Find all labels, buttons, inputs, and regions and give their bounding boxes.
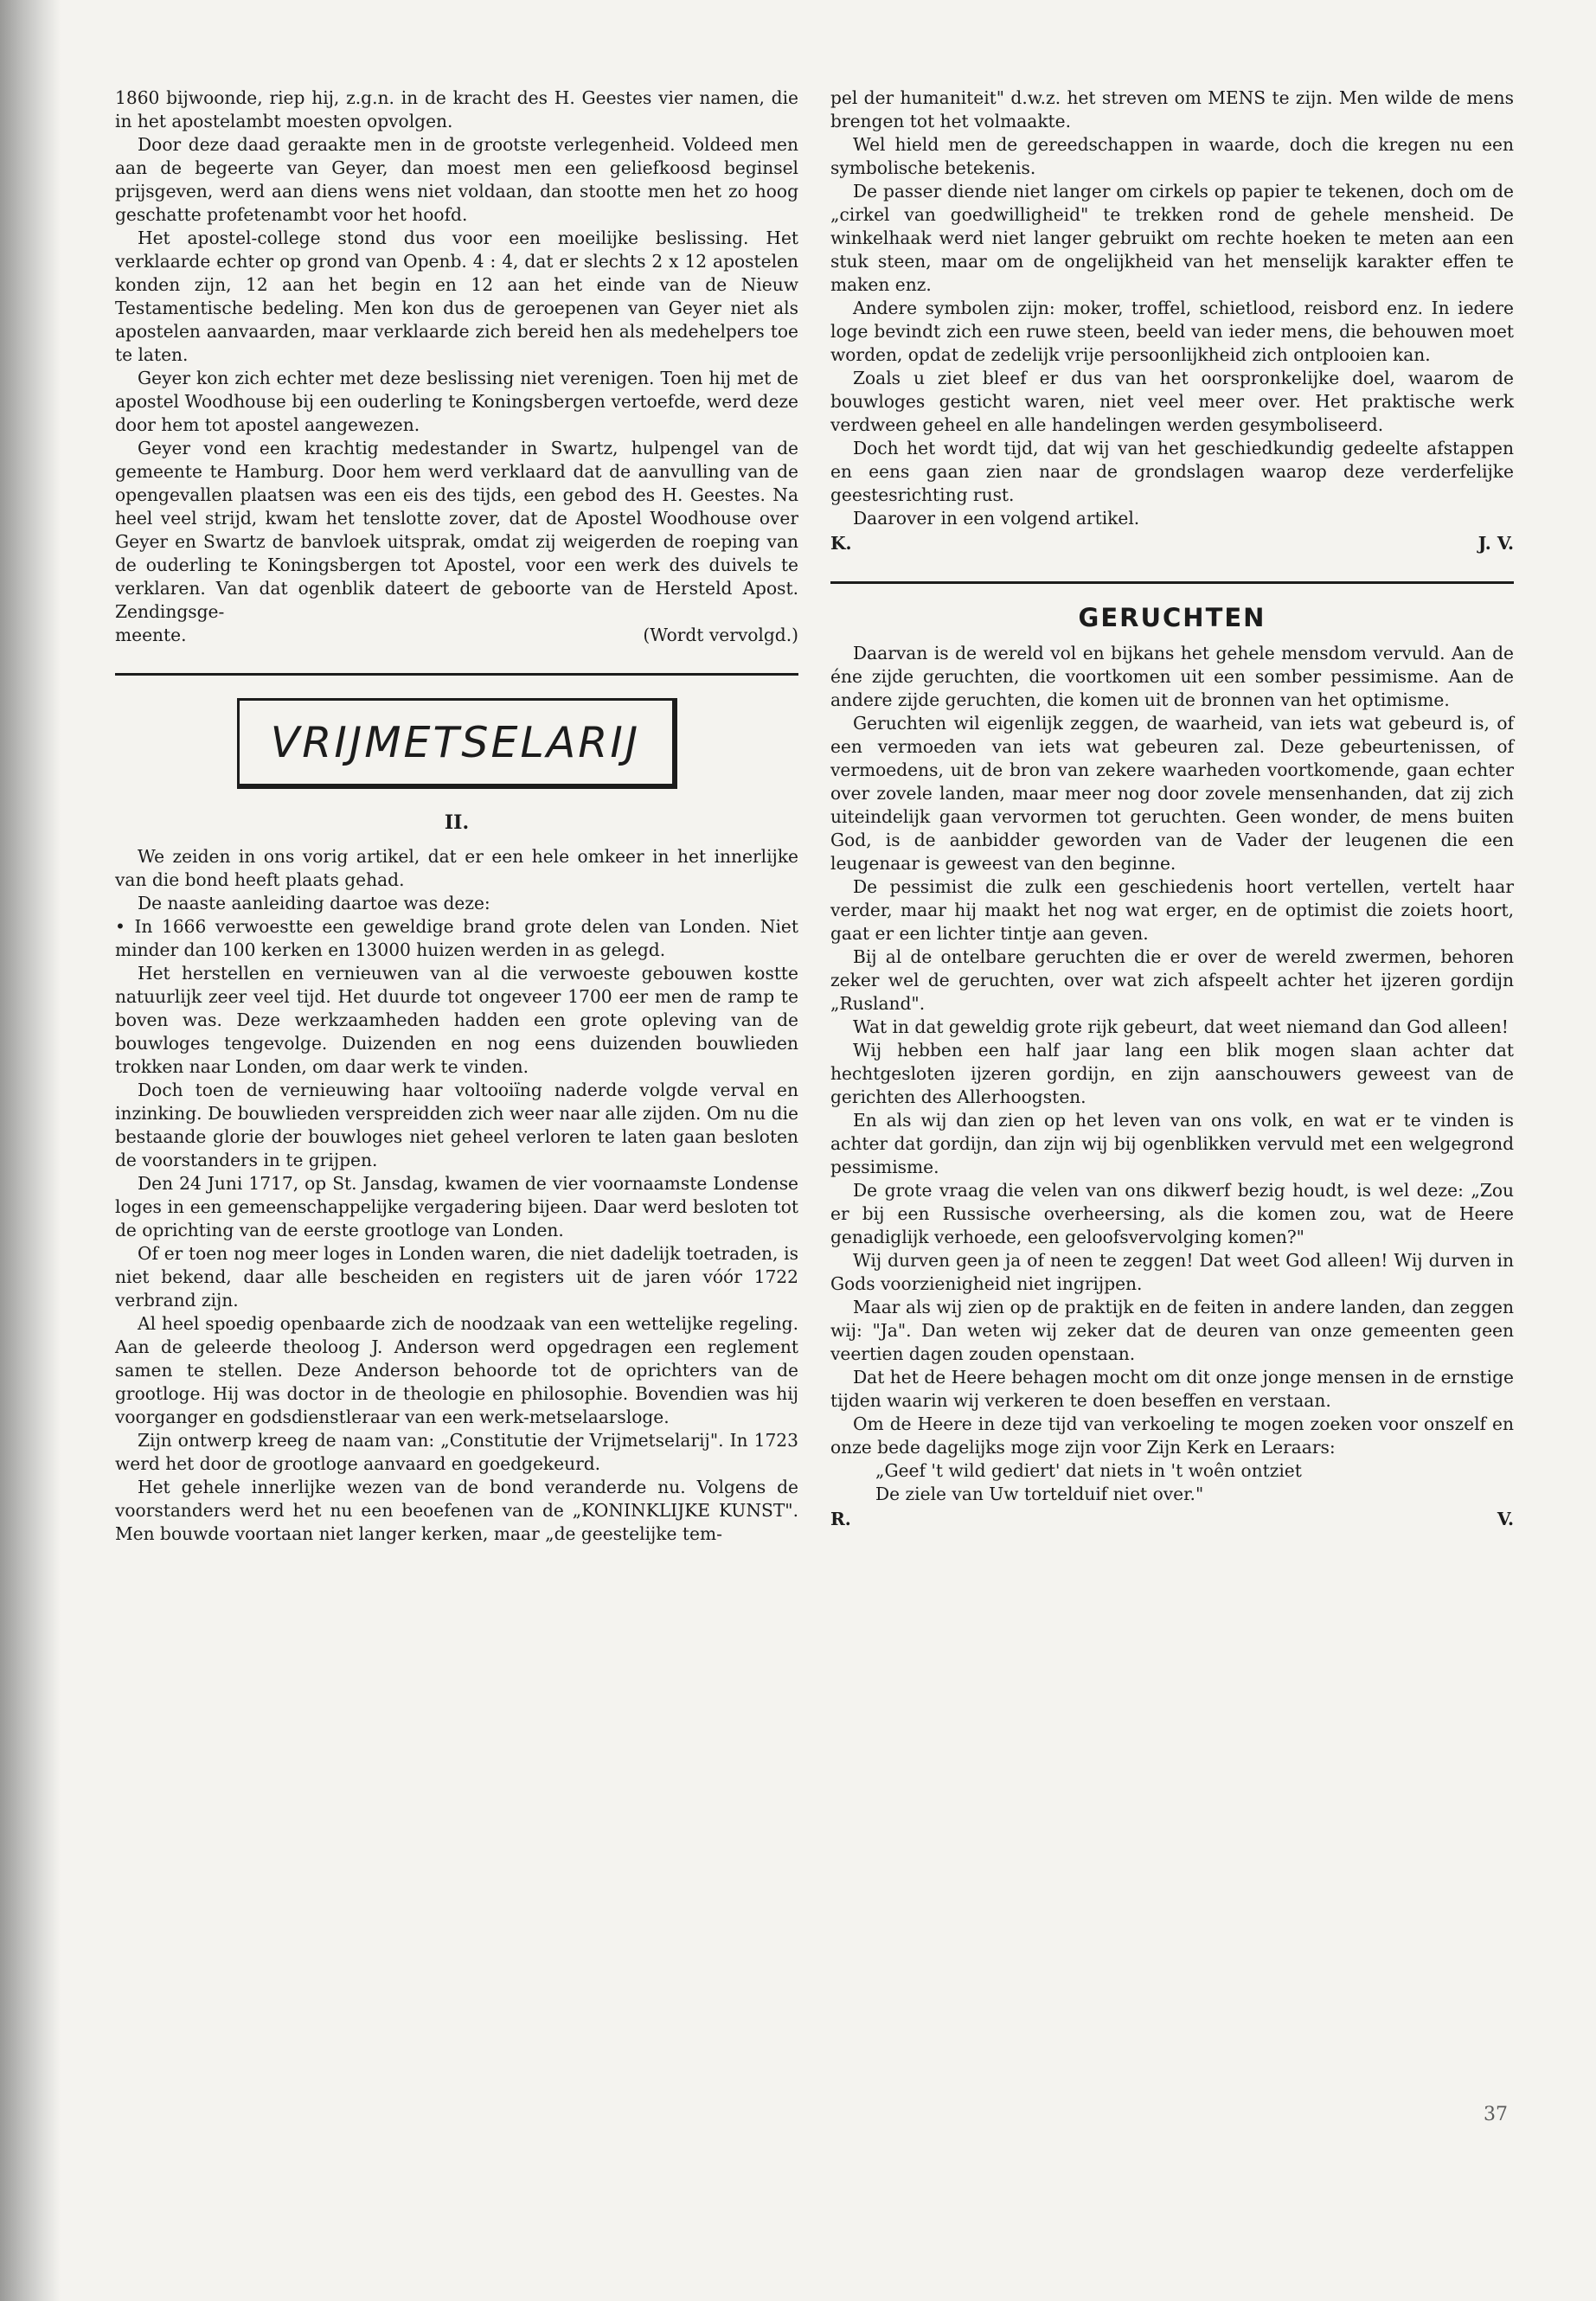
poem-quote [875, 1459, 1514, 1506]
paragraph: Bij al de ontelbare geruchten die er over de wereld zwermen, behoren zeker wel de geruchten, over wat zich afspeelt achter het ijzeren gordijn „Rusland". [830, 946, 1514, 1014]
paragraph: Wij durven geen ja of neen te zeggen! Dat weet God alleen! Wij durven in Gods voorzienigheid niet ingrijpen. [830, 1250, 1514, 1294]
paragraph: Al heel spoedig openbaarde zich de noodzaak van een wettelijke regeling. Aan de geleerde theoloog J. Anderson werd opgedragen een reglement samen te stellen. Deze Anderson behoorde tot de oprichters van de grootloge. Hij was doctor in de theologie en philosophie. Bovendien was hij voorganger en godsdienstleraar van een werk-metselaarsloge. [115, 1313, 798, 1427]
signature-right: J. V. [1477, 533, 1514, 554]
paragraph: Wat in dat geweldig grote rijk gebeurt, dat weet niemand dan God alleen! [853, 1016, 1509, 1037]
author-signature [830, 532, 1514, 555]
poem-line: De ziele van Uw tortelduif niet over." [875, 1484, 1204, 1504]
section-divider [830, 581, 1514, 584]
closing-word: meente. [115, 625, 187, 645]
article-title: VRIJMETSELARIJ [270, 717, 641, 767]
paragraph: • In 1666 verwoestte een geweldige brand grote delen van Londen. Niet minder dan 100 kerken en 13000 huizen werden in as gelegd. [115, 916, 798, 960]
paragraph: Wel hield men de gereedschappen in waarde, doch die kregen nu een symbolische betekenis. [830, 134, 1514, 178]
paragraph: Het apostel-college stond dus voor een moeilijke beslissing. Het verklaarde echter op grond van Openb. 4 : 4, dat er slechts 2 x 12 apostelen konden zijn, 12 aan het begin en 12 aan het einde van de Nieuw Testamentische bedeling. Men kon dus de geroepenen van Geyer niet als apostelen aanvaarden, maar verklaarde zich bereid hen als medehelpers toe te laten. [115, 228, 798, 365]
paragraph: Dat het de Heere behagen mocht om dit onze jonge mensen in de ernstige tijden waarin wij verkeren te doen beseffen en verstaan. [830, 1367, 1514, 1411]
paragraph: Andere symbolen zijn: moker, troffel, schietlood, reisbord enz. In iedere loge bevindt zich een ruwe steen, beeld van ieder mens, die behouwen moet worden, opdat de zedelijk vrije persoonlijkheid zich ontplooien kan. [830, 298, 1514, 365]
paragraph: De passer diende niet langer om cirkels op papier te tekenen, doch om de „cirkel van goedwilligheid" te trekken rond de gehele mensheid. De winkelhaak werd niet langer gebruikt om rechte hoeken te meten aan een stuk steen, maar om de ongelijkheid van het menselijk karakter effen te maken enz. [830, 181, 1514, 295]
section-number: II. [444, 811, 470, 834]
paragraph: Door deze daad geraakte men in de grootste verlegenheid. Voldeed men aan de begeerte van Geyer, dan moest men een geliefkoosd beginsel prijsgeven, werd aan diens wens niet voldaan, dan stootte men het zo hoog geschatte profetenambt voor het hoofd. [115, 134, 798, 225]
paragraph: We zeiden in ons vorig artikel, dat er een hele omkeer in het innerlijke van die bond heeft plaats gehad. [115, 846, 798, 890]
paragraph: Den 24 Juni 1717, op St. Jansdag, kwamen de vier voornaamste Londense loges in een gemeenschappelijke vergadering bijeen. Daar werd besloten tot de oprichting van de eerste grootloge van Londen. [115, 1173, 798, 1240]
paragraph: Of er toen nog meer loges in Londen waren, die niet dadelijk toetraden, is niet bekend, daar alle bescheiden en registers uit de jaren vóór 1722 verbrand zijn. [115, 1243, 798, 1311]
left-column [115, 87, 798, 1546]
paragraph: Geyer kon zich echter met deze beslissing niet verenigen. Toen hij met de apostel Woodhouse bij een ouderling te Koningsbergen vertoefde, werd deze door hem tot apostel aangewezen. [115, 368, 798, 435]
paragraph: De grote vraag die velen van ons dikwerf bezig houdt, is wel deze: „Zou er bij een Russische overheersing, als die komen zou, wat de Heere genadiglijk verhoede, een geloofsvervolging komen?" [830, 1180, 1514, 1247]
paragraph: pel der humaniteit" d.w.z. het streven om MENS te zijn. Men wilde de mens brengen tot het volmaakte. [830, 87, 1514, 131]
author-signature [830, 1508, 1514, 1531]
paragraph: Zijn ontwerp kreeg de naam van: „Constitutie der Vrijmetselarij". In 1723 werd het door de grootloge aanvaard en goedgekeurd. [115, 1430, 798, 1474]
paragraph: Wij hebben een half jaar lang een blik mogen slaan achter dat hechtgesloten ijzeren gordijn, en zijn aanschouwers geweest van de gerichten des Allerhoogsten. [830, 1040, 1514, 1107]
paragraph: Geyer vond een krachtig medestander in Swartz, hulpengel van de gemeente te Hamburg. Door hem werd verklaard dat de aanvulling van de opengevallen plaatsen was een eis des tijds, een gebod des H. Geestes. Na heel veel strijd, kwam het tenslotte zover, dat de Apostel Woodhouse over Geyer en Swartz de banvloek uitsprak, omdat zij weigerden de roeping van de ouderling te Koningsbergen tot Apostel, voor een werk des duivels te verklaren. Van dat ogenblik dateert de geboorte van de Hersteld Apost. Zendingsge- [115, 438, 798, 622]
paragraph: Om de Heere in deze tijd van verkoeling te mogen zoeken voor onszelf en onze bede dagelijks moge zijn voor Zijn Kerk en Leraars: [830, 1413, 1514, 1458]
signature-right: V. [1497, 1509, 1514, 1529]
paragraph: Daarvan is de wereld vol en bijkans het gehele mensdom vervuld. Aan de éne zijde geruchten, die voortkomen uit een somber pessimisme. Aan de andere zijde geruchten, die komen uit de bronnen van het optimisme. [830, 643, 1514, 710]
paragraph: De naaste aanleiding daartoe was deze: [138, 893, 490, 913]
paragraph: Doch toen de vernieuwing haar voltooiïng naderde volgde verval en inzinking. De bouwlieden verspreidden zich weer naar alle zijden. Om nu die bestaande glorie der bouwloges niet geheel verloren te laten gaan besloten de voorstanders in te grijpen. [115, 1080, 798, 1170]
paragraph: Maar als wij zien op de praktijk en de feiten in andere landen, dan zeggen wij: "Ja". Dan weten wij zeker dat de deuren van onze gemeenten geen veertien dagen zouden openstaan. [830, 1297, 1514, 1364]
signature-left: R. [830, 1509, 851, 1529]
right-column [830, 87, 1514, 1531]
paragraph: Geruchten wil eigenlijk zeggen, de waarheid, van iets wat gebeurd is, of een vermoeden van iets wat gebeuren zal. Deze gebeurtenissen, of vermoedens, uit de bron van zekere waarheden voortkomende, gaan echter over zovele landen, maar meer nog door zovele mensenhanden, dat zij zich uiteindelijk gaan vervormen tot geruchten. Geen wonder, de mens buiten God, is de aanbidder geworden van de Vader der leugenen die een leugenaar is geweest van den beginne. [830, 713, 1514, 874]
paragraph: Daarover in een volgend artikel. [853, 508, 1140, 529]
continued-note: (Wordt vervolgd.) [643, 625, 798, 645]
paragraph: En als wij dan zien op het leven van ons volk, en wat er te vinden is achter dat gordijn, dan zijn wij bij ogenblikken vervuld met een welgegrond pessimisme. [830, 1110, 1514, 1177]
paragraph: Het herstellen en vernieuwen van al die verwoeste gebouwen kostte natuurlijk zeer veel tijd. Het duurde tot ongeveer 1700 eer men de ramp te boven was. Deze werkzaamheden hadden een grote opleving van de bouwloges tengevolge. Duizenden en nog eens duizenden bouwlieden trokken naar Londen, om daar werk te vinden. [115, 963, 798, 1077]
paragraph: Zoals u ziet bleef er dus van het oorspronkelijke doel, waarom de bouwloges gesticht waren, niet veel meer over. Het praktische werk verdween geheel en alle handelingen werden gesymboliseerd. [830, 368, 1514, 435]
page-number: 37 [1484, 2104, 1508, 2125]
paragraph: 1860 bijwoonde, riep hij, z.g.n. in de kracht des H. Geestes vier namen, die in het apostelambt moesten opvolgen. [115, 87, 798, 131]
section-divider [115, 673, 798, 676]
paragraph: Het gehele innerlijke wezen van de bond veranderde nu. Volgens de voorstanders werd het nu een beoefenen van de „KONINKLIJKE KUNST". Men bouwde voortaan niet langer kerken, maar „de geestelijke tem- [115, 1477, 798, 1544]
paragraph: Doch het wordt tijd, dat wij van het geschiedkundig gedeelte afstappen en eens gaan zien naar de grondslagen waarop deze verderfelijke geestesrichting rust. [830, 438, 1514, 505]
poem-line: „Geef 't wild gediert' dat niets in 't woên ontziet [875, 1460, 1302, 1481]
continued-line [115, 624, 798, 647]
article-title: GERUCHTEN [1078, 603, 1266, 632]
vrijmetselarij-title-box [237, 698, 677, 789]
paragraph: De pessimist die zulk een geschiedenis hoort vertellen, vertelt haar verder, maar hij maakt het nog wat erger, en de optimist die zoiets hoort, gaat er een lichter tintje aan geven. [830, 876, 1514, 944]
signature-left: K. [830, 533, 852, 554]
